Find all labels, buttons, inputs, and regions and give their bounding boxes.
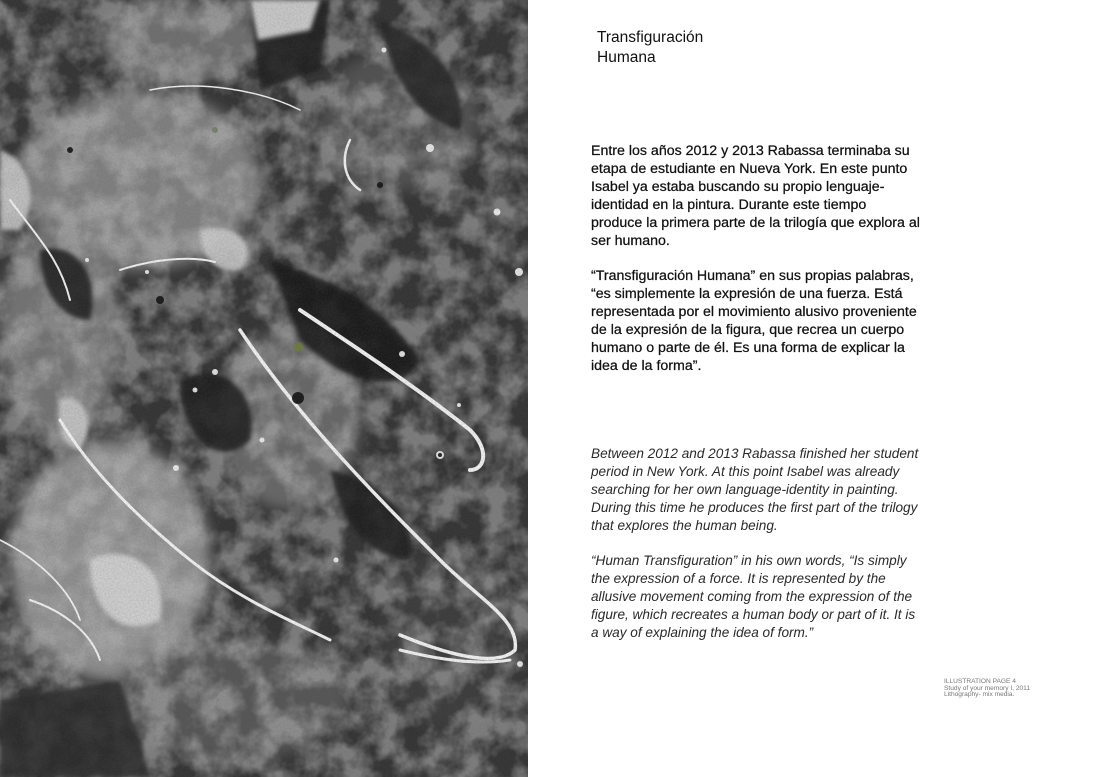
caption-line-1: ILLUSTRATION PAGE 4	[944, 678, 1016, 685]
title-line-1: Transfiguración	[597, 29, 704, 46]
artwork-image	[0, 0, 528, 777]
spanish-paragraph-1: Entre los años 2012 y 2013 Rabassa terminaba su etapa de estudiante en Nueva York. En este punto Isabel ya estaba buscando su propio lenguaje-identidad en la pintura. Durante este tiempo produce la primera parte de la trilogía que explora al ser humano.	[591, 143, 920, 249]
spanish-text	[591, 143, 921, 394]
spanish-paragraph-2: “Transfiguración Humana” en sus propias palabras, “es simplemente la expresión de una fuerza. Está representada por el movimiento alusivo proveniente de la expresión de la figura, que recrea un cuerpo humano o parte de él. Es una forma de explicar la idea de la forma”.	[591, 268, 917, 374]
caption-line-3: Lithography- mix media.	[944, 691, 1015, 699]
illustration-caption	[944, 679, 1030, 699]
caption-line-2: Study of your memory I, 2011	[944, 684, 1031, 692]
page-title	[597, 28, 703, 68]
english-paragraph-1: Between 2012 and 2013 Rabassa finished her student period in New York. At this point Isabel was already searching for her own language-identity in painting. During this time he produces the first part of the trilogy that explores the human being.	[591, 446, 919, 533]
english-paragraph-2: “Human Transfiguration” in his own words, “Is simply the expression of a force. It is represented by the allusive movement coming from the expression of the figure, which recreates a human body or part of it. It is a way of explaining the idea of form.”	[591, 553, 916, 641]
english-text	[591, 445, 921, 660]
title-line-2: Humana	[597, 49, 656, 66]
artwork-lithograph	[0, 0, 528, 777]
